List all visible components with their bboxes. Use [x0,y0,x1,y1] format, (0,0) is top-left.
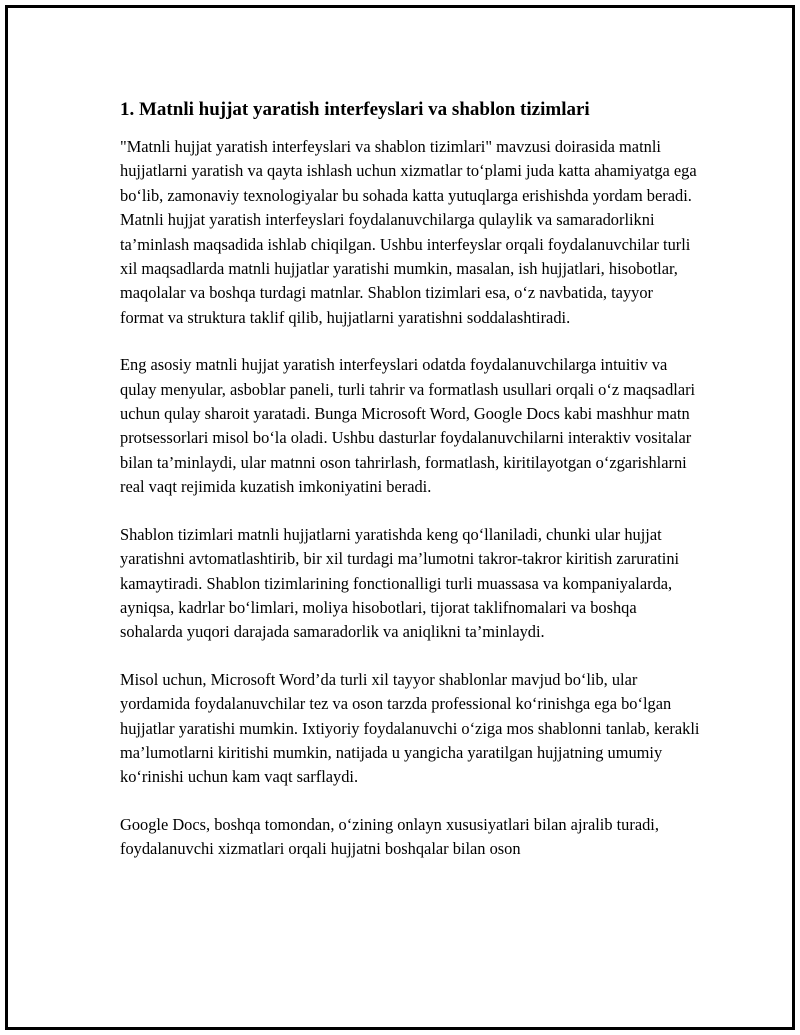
paragraph-templates: Shablon tizimlari matnli hujjatlarni yaratishda keng qo‘llaniladi, chunki ular hujjat yaratishni avtomatlashtirib, bir xil turdagi ma’lumotni takror-takror kiritish zaruratini kamaytiradi. Shablon tizimlarining fonctionalligi turli muassasa va kompaniyalarda, ayniqsa, kadrlar bo‘limlari, moliya hisobotlari, tijorat taklifnomalari va boshqa sohalarda yuqori darajada samaradorlik va aniqlikni ta’minlaydi. [120,524,680,642]
paragraph-interfaces: Eng asosiy matnli hujjat yaratish interfeyslari odatda foydalanuvchilarga intuitiv va qulay menyular, asboblar paneli, turli tahrir va formatlash usullari orqali o‘z maqsadlari uchun qulay sharoit yaratadi. Bunga Microsoft Word, Google Docs kabi mashhur matn protsessorlari misol bo‘la oladi. Ushbu dasturlar foydalanuvchilarni interaktiv vositalar bilan ta’minlaydi, ular matnni oson tahrirlash, formatlash, kiritilayotgan o‘zgarishlarni real vaqt rejimida kuzatish imkoniyatini beradi. [120,355,696,497]
document-body [120,96,700,862]
paragraph-word-example: Misol uchun, Microsoft Word’da turli xil tayyor shablonlar mavjud bo‘lib, ular yordamida foydalanuvchilar tez va oson tarzda professional ko‘rinishga ega bo‘lgan hujjatlar yaratishi mumkin. Ixtiyoriy foydalanuvchi o‘ziga mos shablonni tanlab, kerakli ma’lumotlarni kiritishi mumkin, natijada u yangicha yaratilgan hujjatning umumiy ko‘rinishi uchun kam vaqt sarflaydi. [120,669,700,787]
paragraph-google-docs: Google Docs, boshqa tomondan, o‘zining onlayn xususiyatlari bilan ajralib turadi, foydalanuvchi xizmatlari orqali hujjatni boshqalar bilan oson [120,814,659,859]
page-border-frame [5,5,795,1030]
document-heading: 1. Matnli hujjat yaratish interfeyslari va shablon tizimlari [120,99,590,120]
paragraph-intro: "Matnli hujjat yaratish interfeyslari va shablon tizimlari" mavzusi doirasida matnli hujjatlarni yaratish va qayta ishlash uchun xizmatlar to‘plami juda katta ahamiyatga ega bo‘lib, zamonaviy texnologiyalar bu sohada katta yutuqlarga erishishda yordam beradi. Matnli hujjat yaratish interfeyslari foydalanuvchilarga qulaylik va samaradorlikni ta’minlash maqsadida ishlab chiqilgan. Ushbu interfeyslar orqali foydalanuvchilar turli xil maqsadlarda matnli hujjatlar yaratishi mumkin, masalan, ish hujjatlari, hisobotlar, maqolalar va boshqa turdagi matnlar. Shablon tizimlari esa, o‘z navbatida, tayyor format va struktura taklif qilib, hujjatlarni yaratishni soddalashtiradi. [120,137,697,327]
